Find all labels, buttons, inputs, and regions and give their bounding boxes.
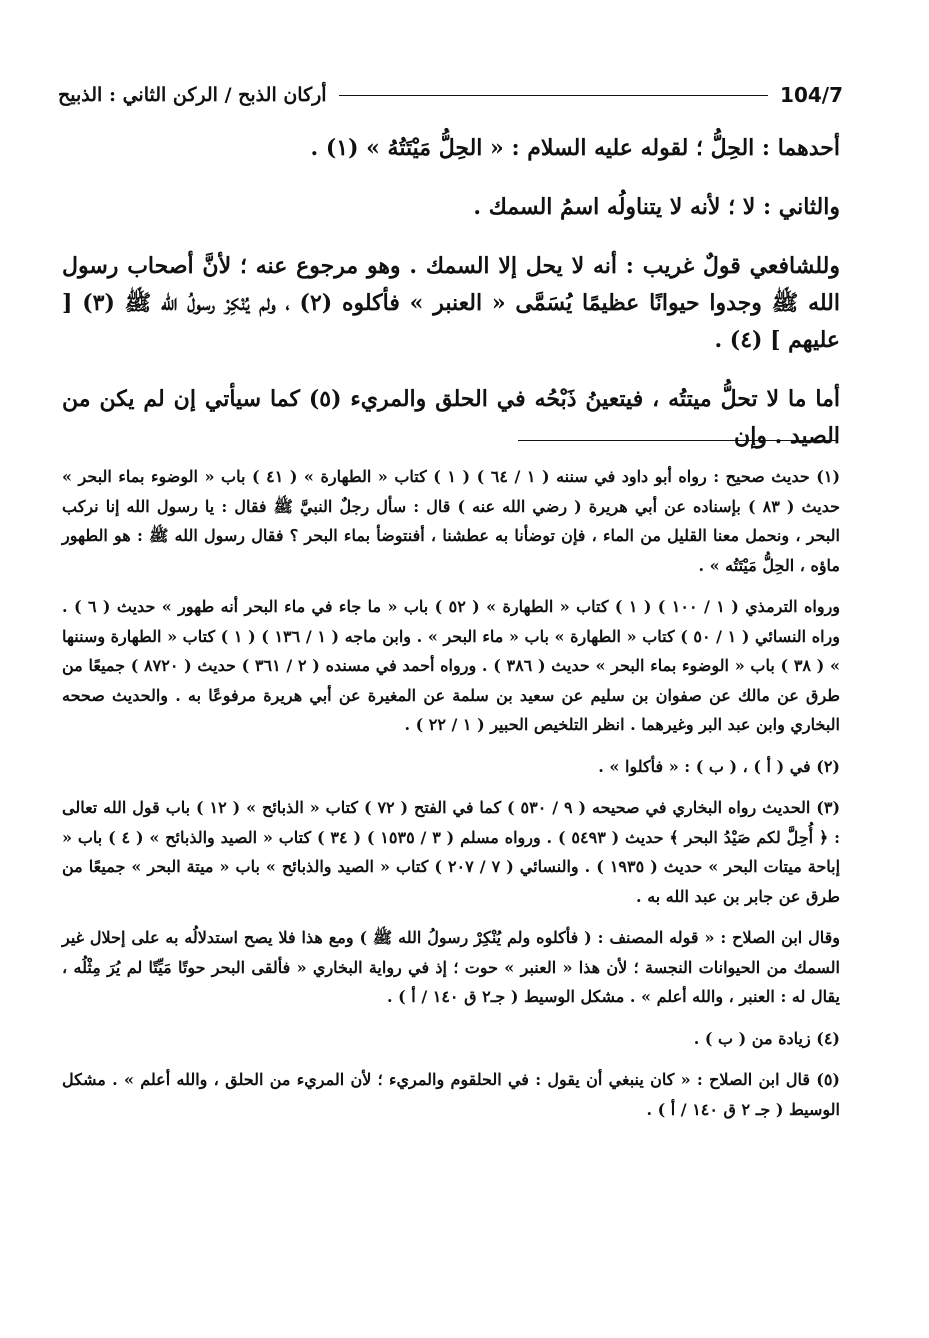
main-text bbox=[62, 130, 840, 477]
footnote-separator bbox=[518, 440, 838, 441]
footnote: (٣) الحديث رواه البخاري في صحيحه ( ٩ / ٥٣٠ ) كما في الفتح ( ٧٢ ) كتاب « الذبائح » ( ١٢ ) باب قول الله تعالى : ﴿ أُحِلَّ لكم صَيْدُ البحر ﴾ حديث ( ٥٤٩٣ ) . ورواه مسلم ( ٣ / ١٥٣٥ ) ( ٣٤ ) كتاب « الصيد والذبائح » ( ٤ ) باب « إباحة ميتات البحر » حديث ( ١٩٣٥ ) . والنسائي ( ٧ / ٢٠٧ ) كتاب « الصيد والذبائح » باب « ميتة البحر » جميعًا من طرق عن جابر بن عبد الله به . bbox=[62, 798, 841, 906]
footnote: (٥) قال ابن الصلاح : « كان ينبغي أن يقول : في الحلقوم والمريء ؛ لأن المريء من الحلق ، والله أعلم » . مشكل الوسيط ( جـ ٢ ق ١٤٠ / أ ) . bbox=[62, 1070, 840, 1119]
main-paragraph: أحدهما : الحِلُّ ؛ لقوله عليه السلام : « الحِلُّ مَيْتَتُهُ » (١) . bbox=[310, 135, 840, 161]
footnote: (٢) في ( أ ) ، ( ب ) : « فأكلوا » . bbox=[598, 756, 840, 776]
running-title: أركان الذبح / الركن الثاني : الذبيح bbox=[58, 84, 327, 106]
footnotes bbox=[62, 462, 840, 1136]
footnote: (٤) زيادة من ( ب ) . bbox=[693, 1028, 840, 1048]
header-rule bbox=[339, 95, 768, 96]
page-header bbox=[58, 78, 843, 112]
page-number: 104/7 bbox=[780, 83, 843, 107]
main-paragraph: وللشافعي قولٌ غريب : أنه لا يحل إلا السمك . وهو مرجوع عنه ؛ لأنَّ أصحاب رسول الله ﷺ وجدوا حيوانًا عظيمًا يُسَمَّى « العنبر » فأكلوه (٢) ، ولم يُنْكِرْ رسولُ الله ﷺ (٣) [ عليهم ] (٤) . bbox=[62, 253, 840, 353]
main-paragraph: والثاني : لا ؛ لأنه لا يتناولُه اسمُ السمك . bbox=[473, 194, 840, 220]
main-paragraph: أما ما لا تحلُّ ميتتُه ، فيتعينُ ذَبْحُه في الحلق والمريء (٥) كما سيأتي إن لم يكن من الصيد . وإن bbox=[62, 386, 840, 449]
footnote: ورواه الترمذي ( ١ / ١٠٠ ) ( ١ ) كتاب « الطهارة » ( ٥٢ ) باب « ما جاء في ماء البحر أنه طهور » حديث ( ٦ ) . وراه النسائي ( ١ / ٥٠ ) كتاب « الطهارة » باب « ماء البحر » . وابن ماجه ( ١ / ١٣٦ ) ( ١ ) كتاب « الطهارة وسننها » ( ٣٨ ) باب « الوضوء بماء البحر » حديث ( ٣٨٦ ) . ورواه أحمد في مسنده ( ٢ / ٣٦١ ) حديث ( ٨٧٢٠ ) جميعًا من طرق عن مالك عن صفوان بن سليم عن سعيد بن سلمة عن المغيرة عن أبي هريرة مرفوعًا به . والحديث صححه البخاري وابن عبد البر وغيرهما . انظر التلخيص الحبير ( ١ / ٢٢ ) . bbox=[62, 597, 841, 734]
footnote: وقال ابن الصلاح : « قوله المصنف : ( فأكلوه ولم يُنْكِرْ رسولُ الله ﷺ ) ومع هذا فلا يصح استدلالُه به على إحلال غير السمك من الحيوانات النجسة ؛ لأن هذا « العنبر » حوت ؛ إذ في رواية البخاري « فألقى البحر حوتًا مَيِّتًا لم يُرَ مِثْلُه ، يقال له : العنبر ، والله أعلم » . مشكل الوسيط ( جـ٢ ق ١٤٠ / أ ) . bbox=[62, 928, 840, 1006]
footnote: (١) حديث صحيح : رواه أبو داود في سننه ( ١ / ٦٤ ) ( ١ ) كتاب « الطهارة » ( ٤١ ) باب « الوضوء بماء البحر » حديث ( ٨٣ ) بإسناده عن أبي هريرة ( رضي الله عنه ) قال : سأل رجلٌ النبيَّ ﷺ فقال : يا رسول الله إنا نركب البحر ، ونحمل معنا القليل من الماء ، فإن توضأنا به عطشنا ، أفنتوضأ بماء البحر ؟ فقال رسول الله ﷺ : هو الطهور ماؤه ، الحِلُّ مَيْتَتُه » . bbox=[62, 467, 841, 575]
